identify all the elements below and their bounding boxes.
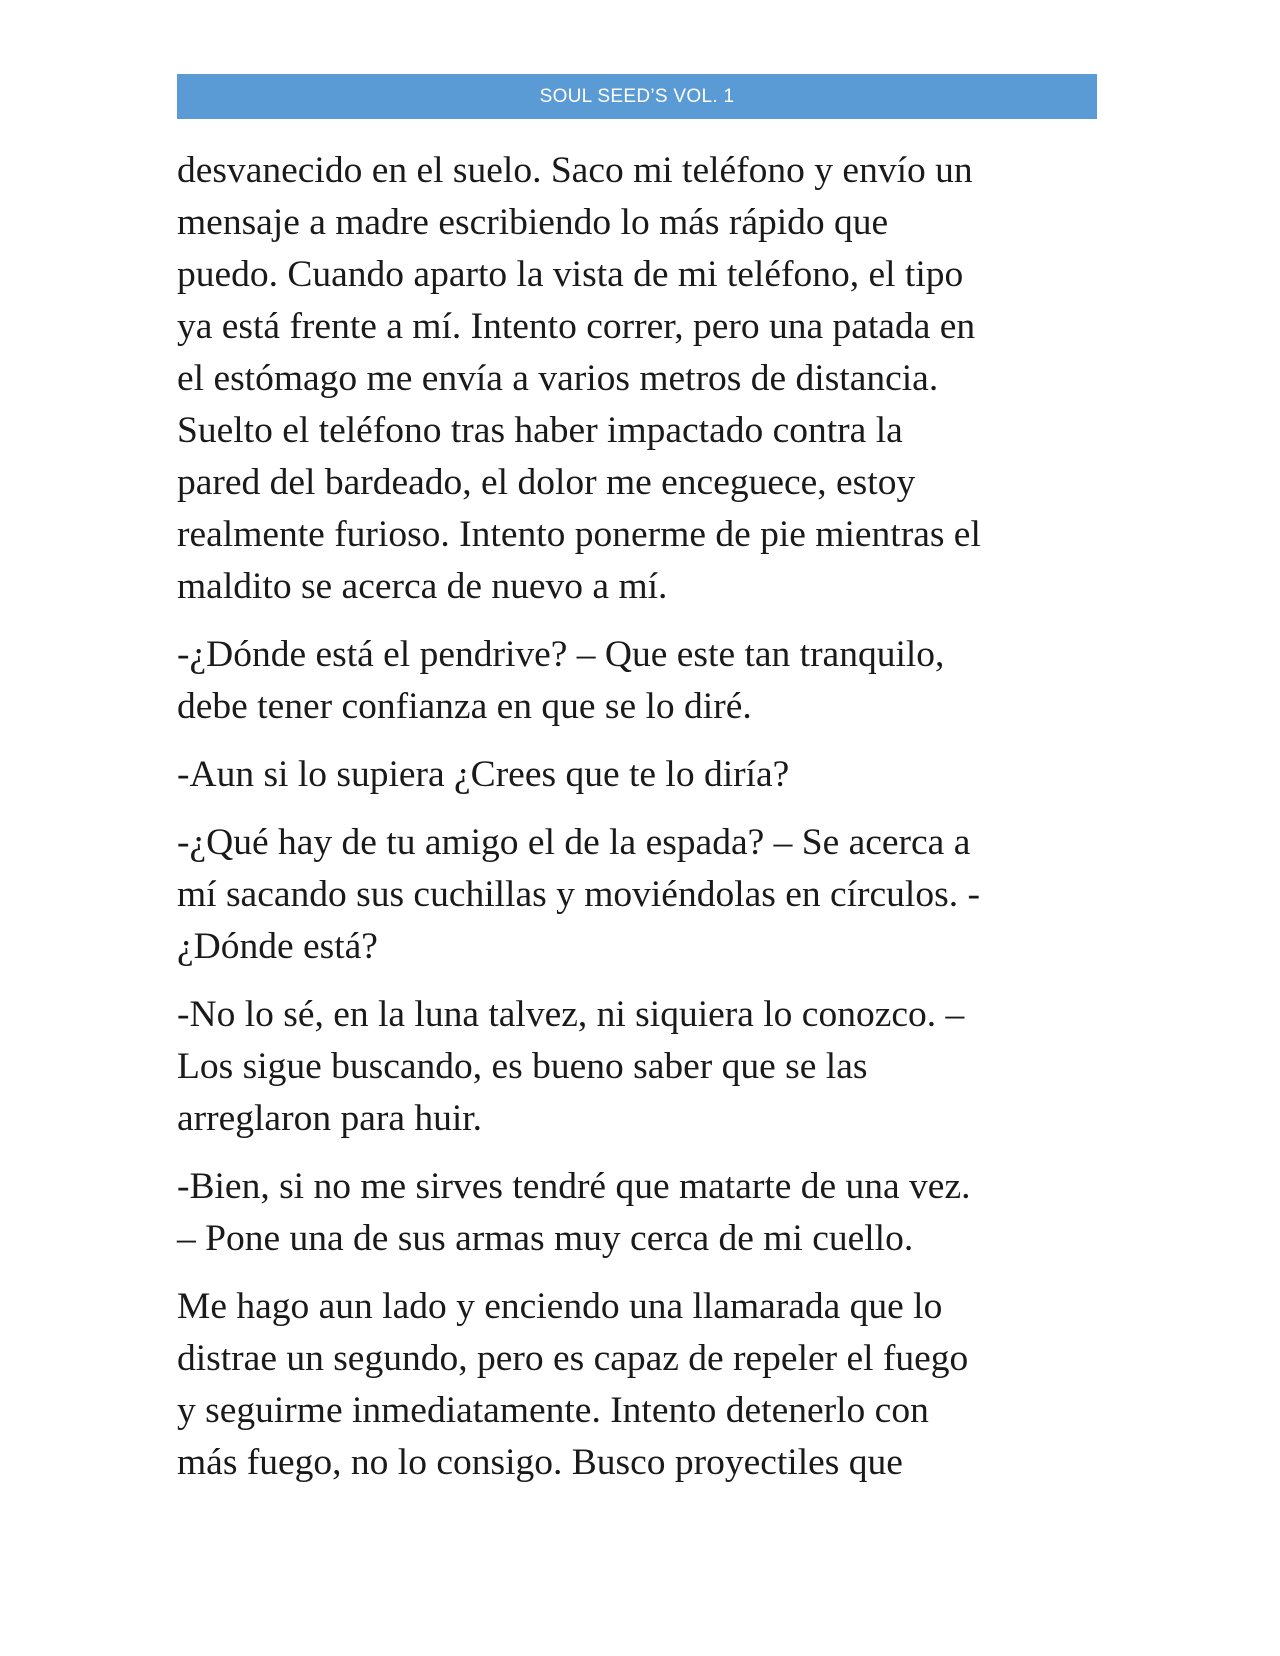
text-line: -No lo sé, en la luna talvez, ni siquiera lo conozco. – (177, 994, 965, 1035)
text-line: ya está frente a mí. Intento correr, pero una patada en (177, 306, 976, 347)
text-line: maldito se acerca de nuevo a mí. (177, 566, 668, 607)
text-line: Suelto el teléfono tras haber impactado contra la (177, 410, 903, 451)
text-line: mí sacando sus cuchillas y moviéndolas en círculos. - (177, 874, 980, 915)
running-header (177, 74, 1097, 119)
text-line: -Bien, si no me sirves tendré que matarte de una vez. (177, 1166, 971, 1207)
paragraph (177, 817, 1097, 973)
text-line: -¿Dónde está el pendrive? – Que este tan tranquilo, (177, 634, 945, 675)
text-line: mensaje a madre escribiendo lo más rápido que (177, 202, 889, 243)
text-line: y seguirme inmediatamente. Intento detenerlo con (177, 1390, 929, 1431)
text-line: Me hago aun lado y enciendo una llamarada que lo (177, 1286, 943, 1327)
text-line: Los sigue buscando, es bueno saber que se las (177, 1046, 868, 1087)
paragraph (177, 145, 1097, 613)
text-line: debe tener confianza en que se lo diré. (177, 686, 752, 727)
text-line: desvanecido en el suelo. Saco mi teléfono y envío un (177, 150, 973, 191)
paragraph (177, 989, 1097, 1145)
text-line: ¿Dónde está? (177, 926, 378, 967)
text-line: – Pone una de sus armas muy cerca de mi cuello. (177, 1218, 914, 1259)
body-text (177, 145, 1097, 1505)
text-line: pared del bardeado, el dolor me enceguece, estoy (177, 462, 916, 503)
text-line: arreglaron para huir. (177, 1098, 483, 1139)
text-line: -Aun si lo supiera ¿Crees que te lo diría? (177, 754, 790, 795)
text-line: -¿Qué hay de tu amigo el de la espada? – Se acerca a (177, 822, 971, 863)
paragraph (177, 1161, 1097, 1265)
header-title: SOUL SEED’S VOL. 1 (539, 85, 735, 107)
text-line: realmente furioso. Intento ponerme de pie mientras el (177, 514, 981, 555)
text-line: puedo. Cuando aparto la vista de mi teléfono, el tipo (177, 254, 964, 295)
paragraph (177, 749, 1097, 801)
paragraph (177, 629, 1097, 733)
text-line: el estómago me envía a varios metros de distancia. (177, 358, 939, 399)
text-line: más fuego, no lo consigo. Busco proyectiles que (177, 1442, 903, 1483)
paragraph (177, 1281, 1097, 1489)
text-line: distrae un segundo, pero es capaz de repeler el fuego (177, 1338, 969, 1379)
